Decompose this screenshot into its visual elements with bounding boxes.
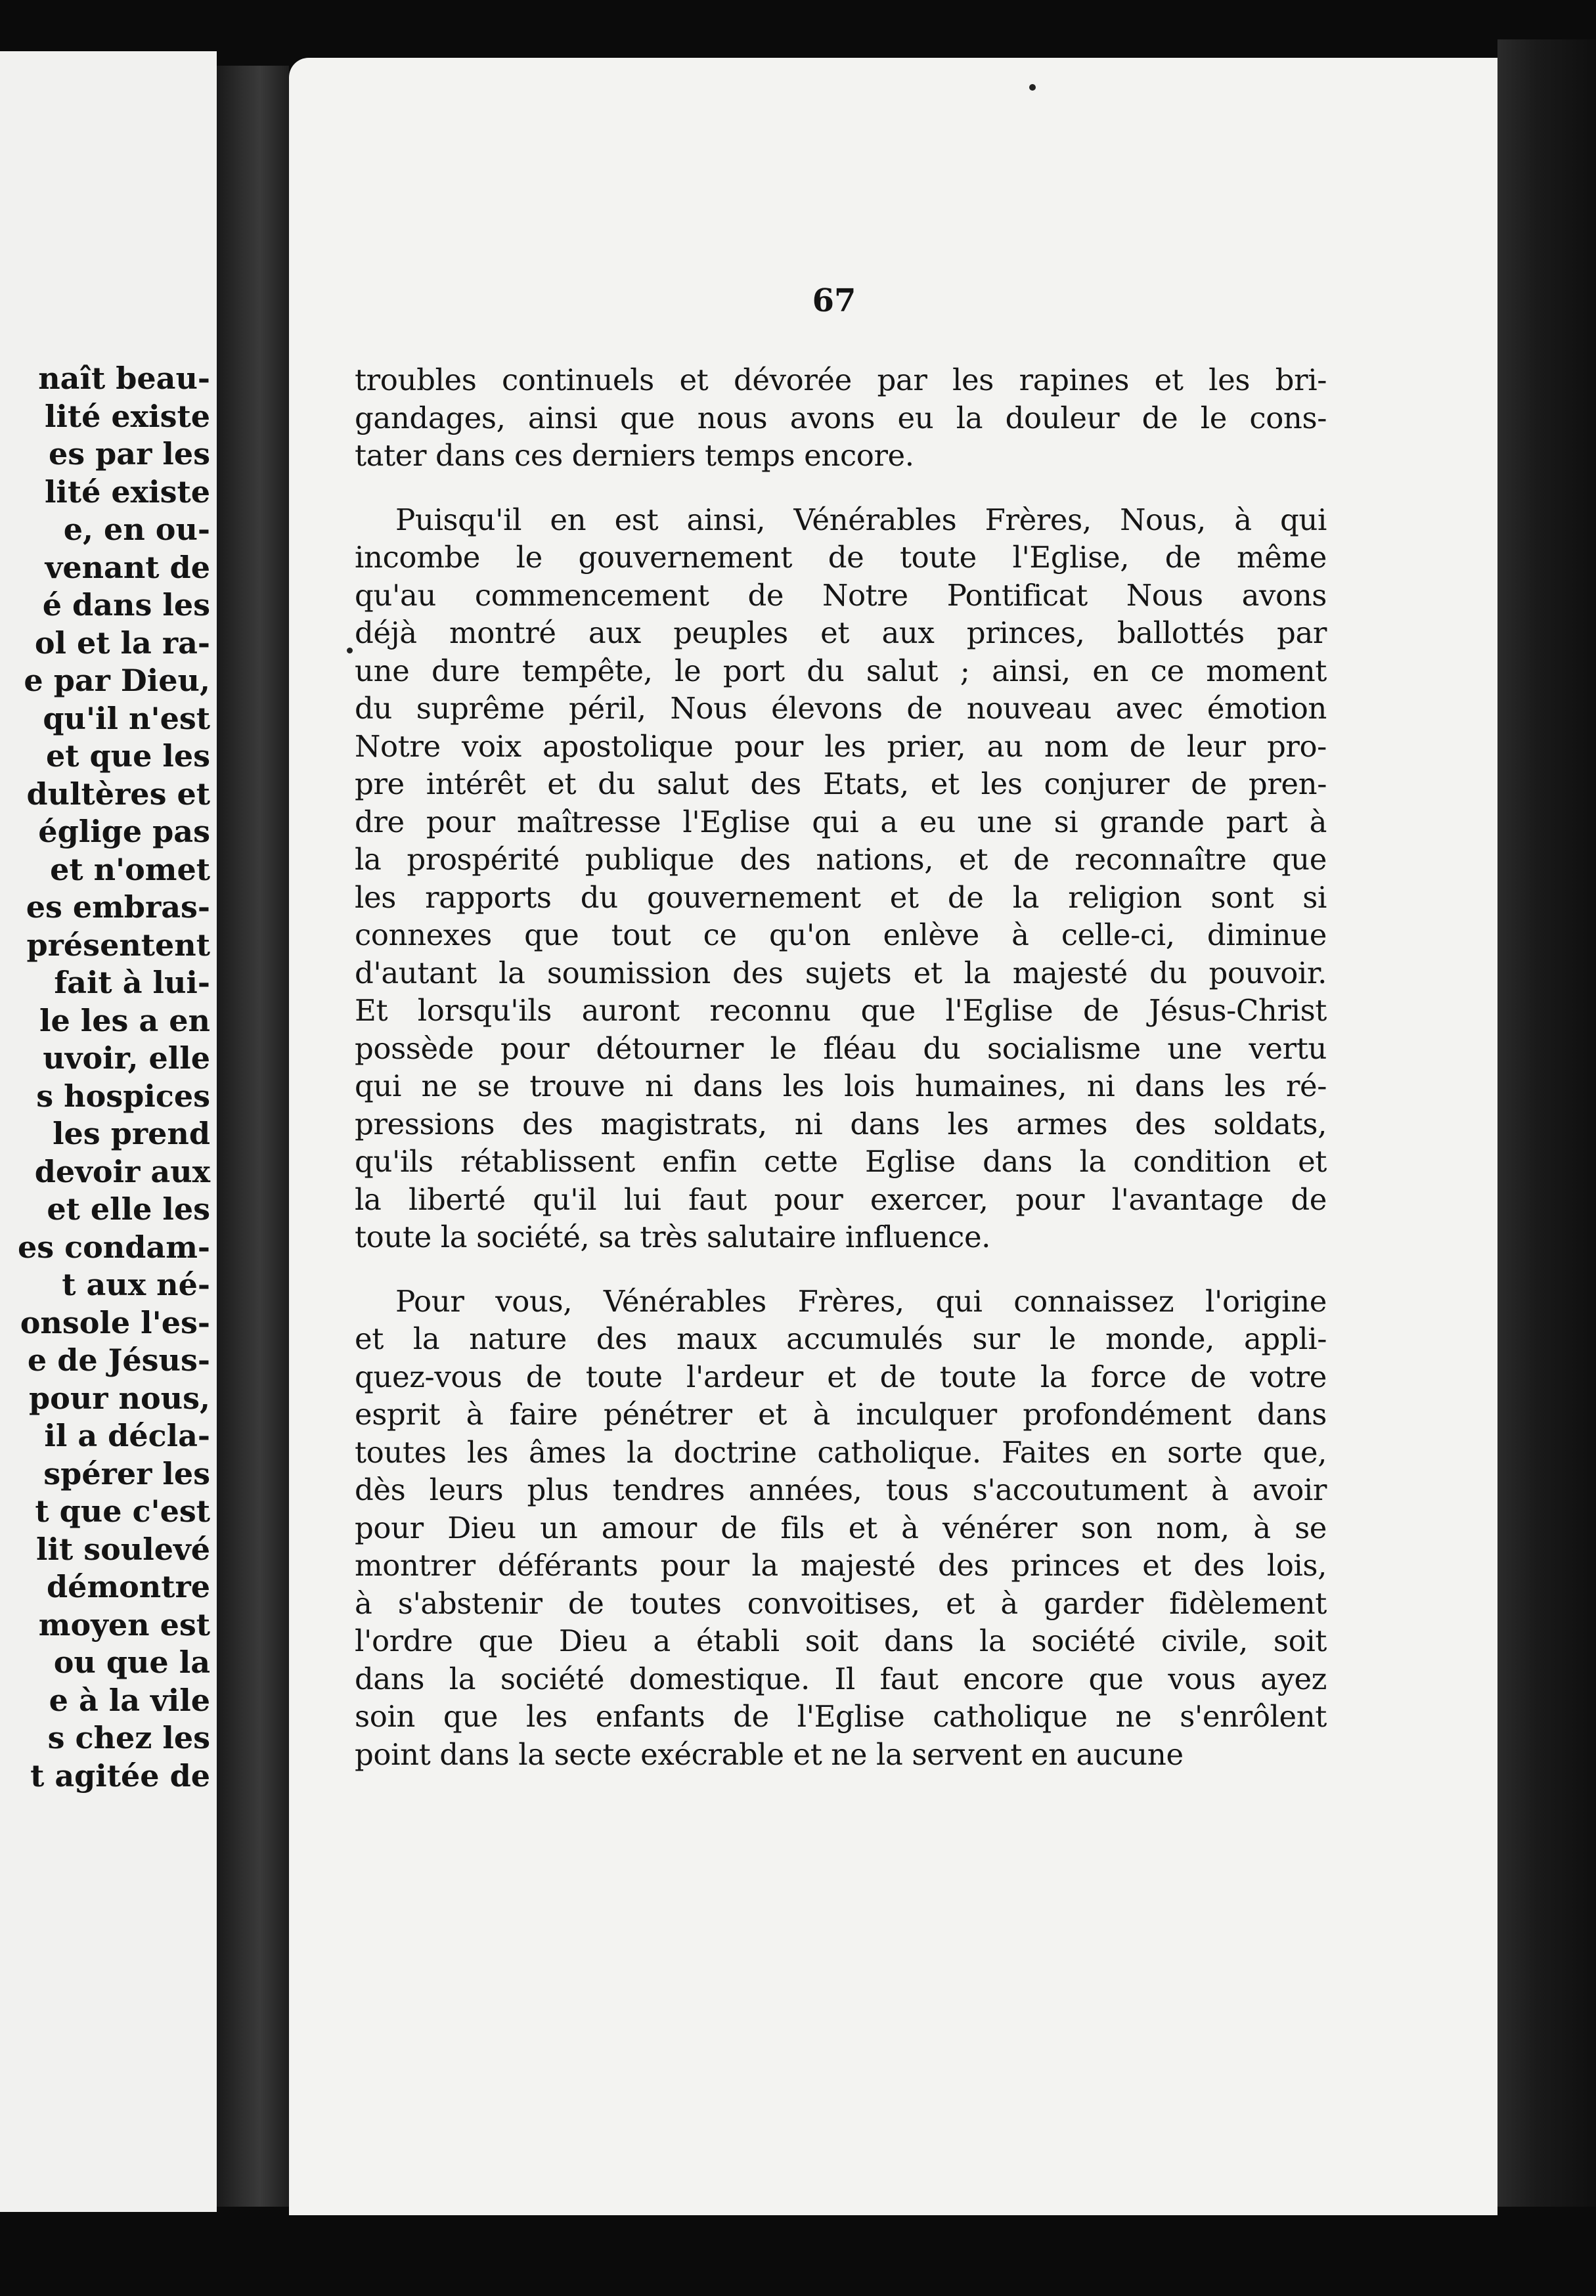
previous-page-line: églige pas	[38, 814, 210, 849]
text-line: gandages, ainsi que nous avons eu la douleur de le cons-	[355, 400, 1327, 435]
previous-page-line: dultères et	[26, 776, 210, 812]
text-line: Et lorsqu'ils auront reconnu que l'Eglise de Jésus-Christ	[355, 993, 1327, 1028]
previous-page-line: et que les	[45, 738, 210, 774]
previous-page-line: es condam-	[17, 1229, 210, 1265]
text-line: incombe le gouvernement de toute l'Eglise, de même	[355, 540, 1327, 575]
page-body	[355, 361, 1327, 1773]
text-line: à s'abstenir de toutes convoitises, et à garder fidèlement	[355, 1585, 1327, 1621]
text-line: qu'au commencement de Notre Pontificat Nous avons	[355, 577, 1327, 613]
previous-page-line: e par Dieu,	[24, 663, 210, 698]
text-line: l'ordre que Dieu a établi soit dans la société civile, soit	[355, 1623, 1327, 1658]
text-line: pour Dieu un amour de fils et à vénérer son nom, à se	[355, 1510, 1327, 1545]
ink-speck	[1029, 84, 1036, 91]
text-line: Puisqu'il en est ainsi, Vénérables Frères, Nous, à qui	[395, 502, 1327, 537]
previous-page-line: les prend	[53, 1116, 210, 1151]
page-number: 67	[812, 282, 856, 319]
text-line: les rapports du gouvernement et de la religion sont si	[355, 879, 1327, 915]
previous-page-line: le les a en	[39, 1002, 210, 1038]
previous-page-line: naît beau-	[38, 361, 210, 396]
previous-page-line: devoir aux	[34, 1153, 210, 1189]
paragraph	[355, 501, 1327, 1256]
paragraph	[355, 361, 1327, 475]
previous-page-line: uvoir, elle	[43, 1040, 210, 1076]
text-line: point dans la secte exécrable et ne la servent en aucune	[355, 1736, 1184, 1772]
previous-page-line: spérer les	[43, 1455, 210, 1491]
text-line: toutes les âmes la doctrine catholique. Faites en sorte que,	[355, 1434, 1327, 1470]
previous-page-line: t agitée de	[30, 1757, 210, 1794]
text-line: la prospérité publique des nations, et de reconnaître que	[355, 842, 1327, 877]
text-line: une dure tempête, le port du salut ; ainsi, en ce moment	[355, 653, 1327, 688]
previous-page-line: et elle les	[47, 1191, 210, 1227]
previous-page-line: moyen est	[38, 1606, 210, 1643]
text-line: soin que les enfants de l'Eglise catholique ne s'enrôlent	[355, 1699, 1327, 1734]
text-line: dès leurs plus tendres années, tous s'accoutument à avoir	[355, 1472, 1327, 1507]
previous-page-line: lité existe	[44, 474, 210, 510]
previous-page-line: s chez les	[47, 1720, 210, 1755]
previous-page-line: lit soulevé	[36, 1531, 210, 1567]
text-line: Pour vous, Vénérables Frères, qui connaissez l'origine	[395, 1283, 1327, 1319]
text-line: déjà montré aux peuples et aux princes, ballottés par	[355, 615, 1327, 650]
previous-page-line: et n'omet	[50, 851, 210, 887]
previous-page-line: es par les	[48, 436, 210, 472]
previous-page	[0, 51, 217, 2212]
text-line: qu'ils rétablissent enfin cette Eglise dans la condition et	[355, 1144, 1327, 1179]
previous-page-line: ol et la ra-	[34, 625, 210, 661]
text-line: esprit à faire pénétrer et à inculquer profondément dans	[355, 1397, 1327, 1432]
previous-page-text	[0, 360, 210, 1795]
previous-page-line: ou que la	[53, 1645, 210, 1680]
text-line: possède pour détourner le fléau du socialisme une vertu	[355, 1030, 1327, 1066]
previous-page-line: démontre	[47, 1569, 210, 1604]
previous-page-line: e à la vile	[49, 1682, 210, 1718]
text-line: du suprême péril, Nous élevons de nouveau avec émotion	[355, 691, 1327, 726]
previous-page-line: présentent	[26, 927, 210, 963]
page-edge	[1497, 39, 1596, 2207]
previous-page-line: il a décla-	[44, 1418, 210, 1453]
text-line: tater dans ces derniers temps encore.	[355, 438, 914, 473]
text-line: qui ne se trouve ni dans les lois humaines, ni dans les ré-	[355, 1069, 1327, 1103]
previous-page-line: t que c'est	[35, 1493, 210, 1529]
text-line: la liberté qu'il lui faut pour exercer, pour l'avantage de	[355, 1181, 1327, 1217]
previous-page-line: e de Jésus-	[27, 1342, 210, 1378]
previous-page-line: e, en ou-	[63, 512, 210, 547]
margin-speck	[347, 648, 353, 653]
previous-page-line: fait à lui-	[54, 965, 210, 1000]
paragraph	[355, 1283, 1327, 1774]
text-line: dans la société domestique. Il faut encore que vous ayez	[355, 1661, 1327, 1696]
previous-page-line: es embras-	[26, 889, 210, 925]
previous-page-line: t aux né-	[62, 1267, 210, 1302]
previous-page-line: lité existe	[44, 398, 210, 434]
text-line: quez-vous de toute l'ardeur et de toute la force de votre	[355, 1359, 1327, 1394]
text-line: troubles continuels et dévorée par les rapines et les bri-	[355, 363, 1327, 397]
text-line: toute la société, sa très salutaire influence.	[355, 1220, 991, 1254]
text-line: dre pour maîtresse l'Eglise qui a eu une si grande part à	[355, 804, 1327, 839]
text-line: pre intérêt et du salut des Etats, et les conjurer de pren-	[355, 766, 1327, 801]
text-line: Notre voix apostolique pour les prier, au nom de leur pro-	[355, 728, 1327, 764]
book-gutter	[217, 66, 289, 2207]
previous-page-line: s hospices	[36, 1078, 210, 1114]
text-line: et la nature des maux accumulés sur le monde, appli-	[355, 1321, 1327, 1356]
previous-page-line: pour nous,	[28, 1380, 210, 1416]
previous-page-line: é dans les	[42, 587, 210, 623]
text-line: montrer déférants pour la majesté des princes et des lois,	[355, 1548, 1327, 1583]
previous-page-line: venant de	[45, 549, 210, 585]
text-line: d'autant la soumission des sujets et la majesté du pouvoir.	[355, 955, 1327, 990]
text-line: connexes que tout ce qu'on enlève à celle-ci, diminue	[355, 917, 1327, 952]
previous-page-line: qu'il n'est	[43, 700, 210, 736]
previous-page-line: onsole l'es-	[20, 1304, 210, 1340]
text-line: pressions des magistrats, ni dans les armes des soldats,	[355, 1106, 1327, 1141]
